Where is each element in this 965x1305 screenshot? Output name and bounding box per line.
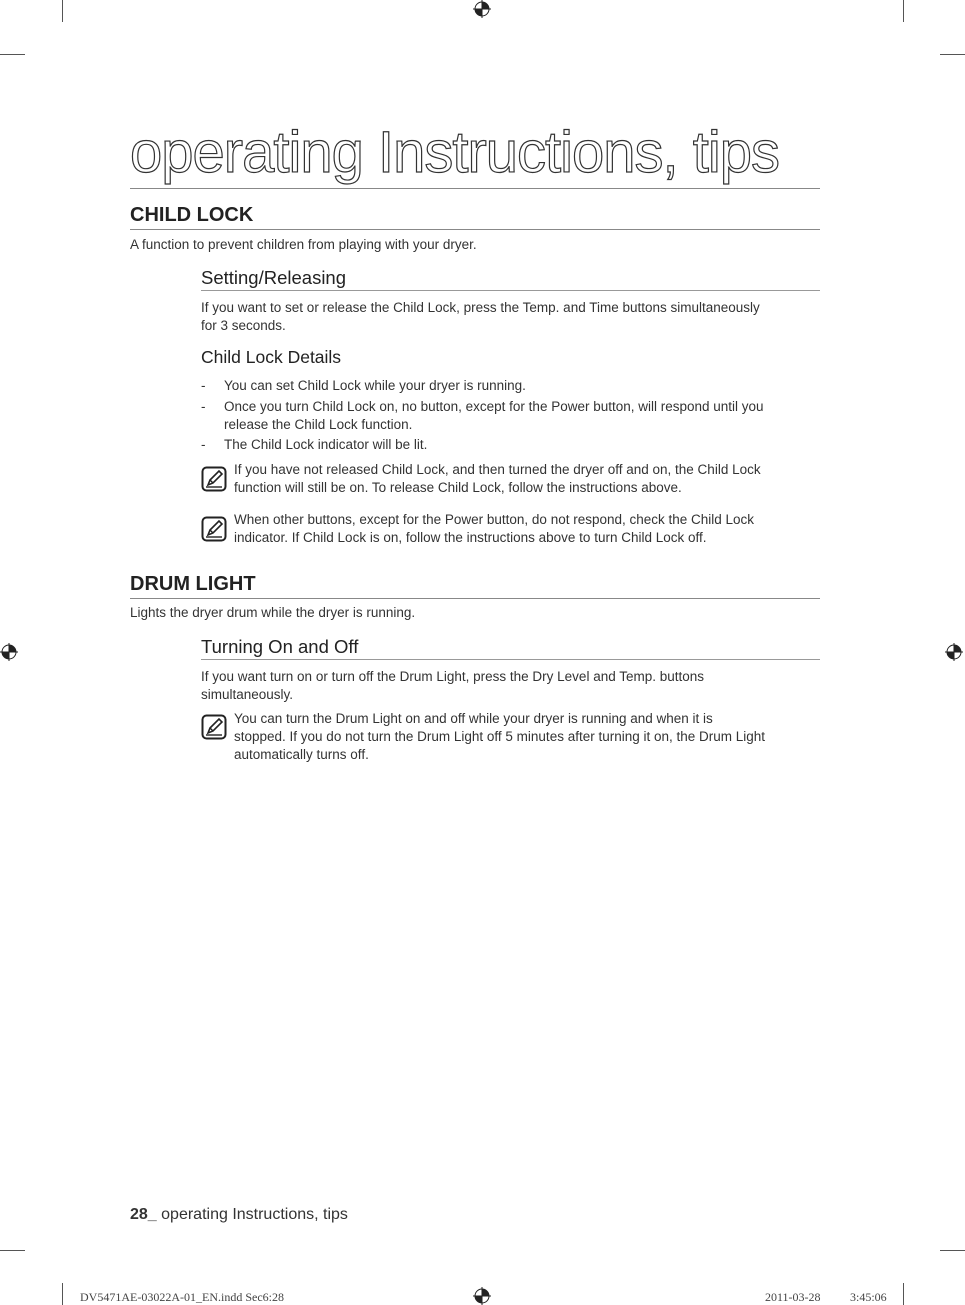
note-text-line: indicator. If Child Lock is on, follow the instructions above to turn Child Lock off. [234,530,707,545]
footer-section-title: operating Instructions, tips [156,1206,348,1223]
section-heading-drum-light: DRUM LIGHT [130,572,820,599]
list-item: release the Child Lock function. [224,417,413,432]
crop-mark [903,0,904,22]
note-pencil-icon [201,516,227,542]
bullet-dash: - [201,437,206,452]
page-title: operating Instructions, tips [130,118,820,189]
turning-text-line: simultaneously. [201,687,294,702]
setting-text-line: for 3 seconds. [201,318,286,333]
slug-time: 3:45:06 [850,1290,887,1304]
child-lock-intro: A function to prevent children from playing with your dryer. [130,237,477,252]
note-text-line: You can turn the Drum Light on and off while your dryer is running and when it is [234,711,713,726]
section-heading-child-lock: CHILD LOCK [130,203,820,230]
subheading-turning-on-off: Turning On and Off [201,636,820,660]
bullet-dash: - [201,378,206,393]
list-item: The Child Lock indicator will be lit. [224,437,428,452]
crop-mark [62,1283,63,1305]
turning-text-line: If you want turn on or turn off the Drum Light, press the Dry Level and Temp. buttons [201,669,705,684]
crop-mark [0,54,25,55]
note-pencil-icon [201,714,227,740]
setting-text-line: If you want to set or release the Child Lock, press the Temp. and Time buttons simultaneously [201,300,760,315]
registration-mark-icon [945,643,963,661]
note-text-line: When other buttons, except for the Power button, do not respond, check the Child Lock [234,512,755,527]
subheading-setting-releasing: Setting/Releasing [201,267,820,291]
bullet-dash: - [201,399,206,414]
list-item: You can set Child Lock while your dryer is running. [224,378,526,393]
crop-mark [903,1283,904,1305]
registration-mark-icon [473,0,491,18]
slug-file-name: DV5471AE-03022A-01_EN.indd Sec6:28 [80,1290,284,1304]
note-pencil-icon [201,466,227,492]
note-text-line: stopped. If you do not turn the Drum Light off 5 minutes after turning it on, the Drum Light [234,729,766,744]
page-number: 28_ [130,1206,157,1223]
slug-date: 2011-03-28 [765,1290,821,1304]
registration-mark-icon [0,643,18,661]
list-item: Once you turn Child Lock on, no button, except for the Power button, will respond until you [224,399,764,414]
page-footer [130,1206,348,1224]
note-text-line: If you have not released Child Lock, and then turned the dryer off and on, the Child Lock [234,462,761,477]
note-text-line: function will still be on. To release Child Lock, follow the instructions above. [234,480,682,495]
crop-mark [940,54,965,55]
crop-mark [940,1250,965,1251]
crop-mark [0,1250,25,1251]
registration-mark-icon [473,1287,491,1305]
note-text-line: automatically turns off. [234,747,369,762]
drum-light-intro: Lights the dryer drum while the dryer is running. [130,605,416,620]
subheading-child-lock-details: Child Lock Details [201,347,342,367]
crop-mark [62,0,63,22]
